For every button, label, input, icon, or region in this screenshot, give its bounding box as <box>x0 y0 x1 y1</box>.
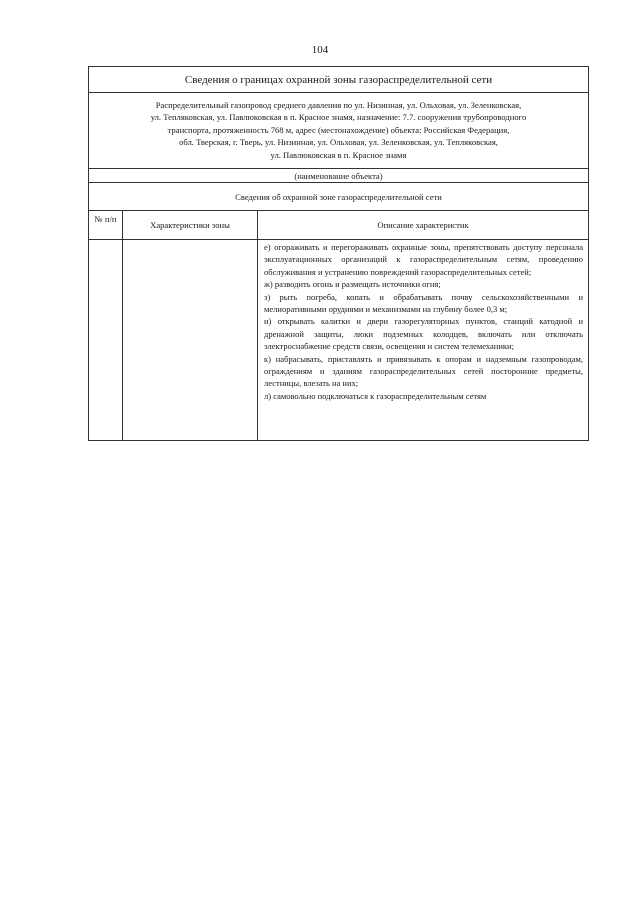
zone-info-heading: Сведения об охранной зоне газораспределительной сети <box>89 183 588 211</box>
page-number: 104 <box>311 44 329 56</box>
zone-info-table <box>88 66 589 441</box>
object-name-line: ул. Павлюковская в п. Красное знамя <box>270 149 407 160</box>
object-name-line: транспорта, протяженность 768 м, адрес (местонахождение) объекта: Российская Федерация, <box>167 124 510 135</box>
object-name-block <box>89 93 588 169</box>
table-title: Сведения о границах охранной зоны газораспределительной сети <box>89 67 588 93</box>
row-description-cell <box>258 240 588 440</box>
table-row <box>89 240 588 440</box>
description-item: е) огораживать и перегораживать охранные зоны, препятствовать доступу персонала эксплуатационных организаций к газораспределительным сетям, проведению обслуживания и устранению повреждений газораспределительных сетей; <box>264 242 583 277</box>
object-name-line: обл. Тверская, г. Тверь, ул. Низинная, ул. Ольховая, ул. Зеленковская, ул. Тепляковская, <box>179 137 498 148</box>
description-list <box>258 240 588 402</box>
description-item: ж) разводить огонь и размещать источники огня; <box>264 279 441 290</box>
table-header-row <box>89 211 588 240</box>
description-item: л) самовольно подключаться к газораспределительным сетям <box>264 390 487 401</box>
object-name-line: ул. Тепляковская, ул. Павлюковская в п. Красное знамя, назначение: 7.7. сооружения трубопроводного <box>150 112 527 123</box>
header-characteristics: Характеристики зоны <box>123 211 258 239</box>
object-name-line: Распределительный газопровод среднего давления по ул. Низинная, ул. Ольховая, ул. Зеленковская, <box>155 100 522 110</box>
object-caption: (наименование объекта) <box>89 169 588 183</box>
description-item: к) набрасывать, приставлять и привязывать к опорам и надземным газопроводам, ограждениям и зданиям газораспределительных сетей посторонние предметы, лестницы, влезать на них; <box>264 353 583 389</box>
description-item: з) рыть погреба, копать и обрабатывать почву сельскохозяйственными и мелиоративными орудиями и механизмами на глубину более 0,3 м; <box>264 291 583 315</box>
header-description: Описание характеристик <box>377 220 469 230</box>
row-characteristics-cell <box>123 240 258 440</box>
row-num-cell <box>89 240 123 440</box>
header-num: № п/п <box>89 211 123 239</box>
description-item: и) открывать калитки и двери газорегуляторных пунктов, станций катодной и дренажной защиты, люки подземных колодцев, включать или отключать электроснабжение средств связи, освещения и систем телемеханики; <box>264 316 583 352</box>
